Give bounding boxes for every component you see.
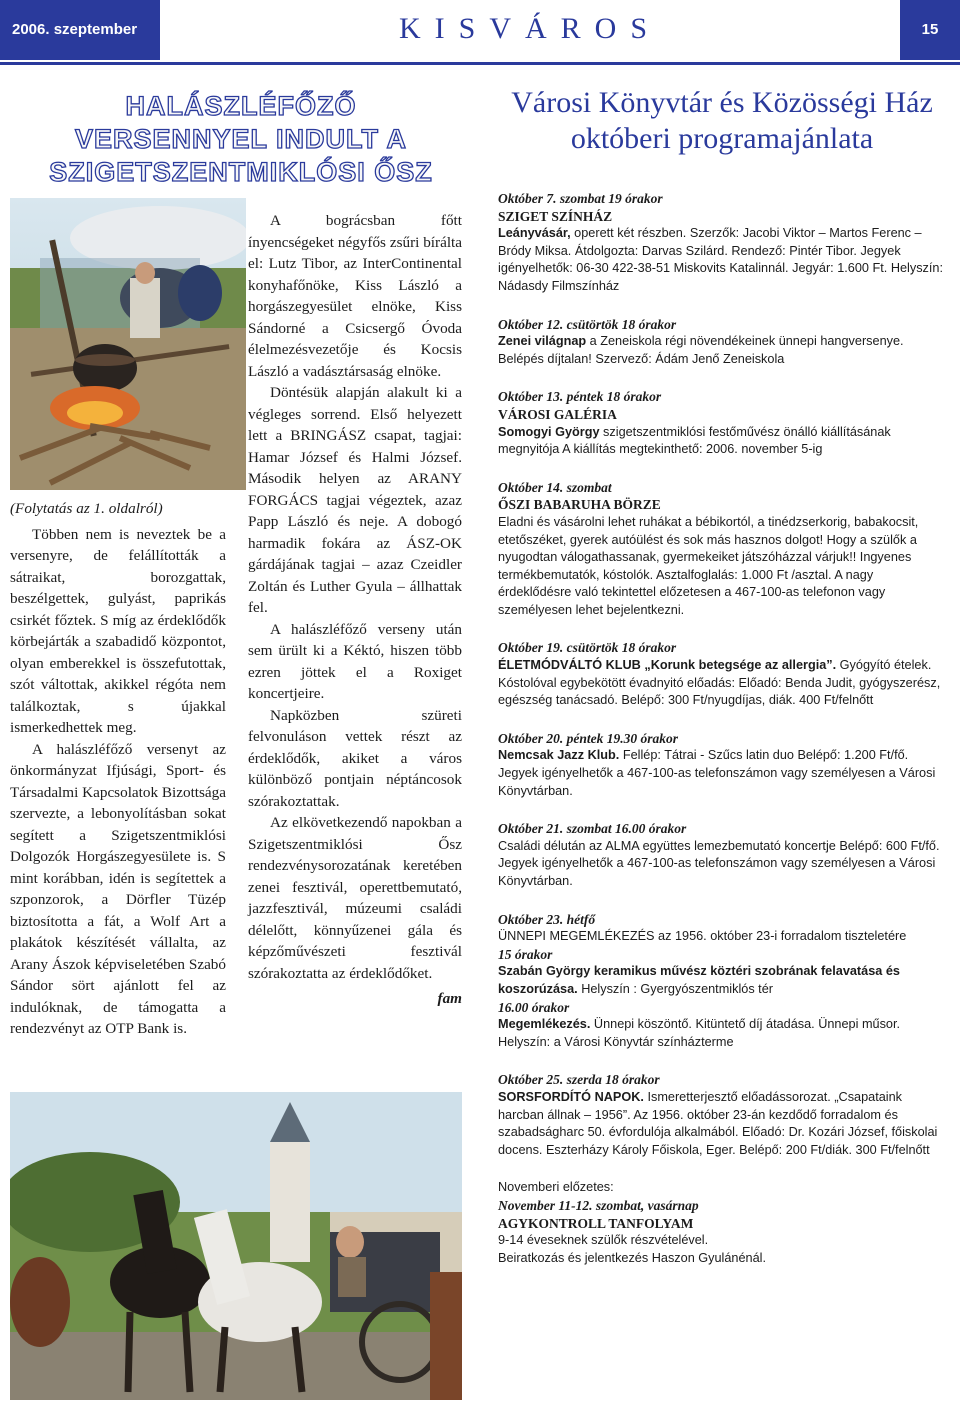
event-text: Fellép: Tátrai - Szűcs latin duo Belépő: 1.200 Ft/fő. Jegyek igényelhetők a 467-100-as telefonszámon vagy személyesen a Városi Könyvtárban.	[498, 748, 936, 798]
event-description	[498, 424, 946, 459]
event-date: Október 19. csütörtök 18 órakor	[498, 640, 677, 656]
event-date: Október 23. hétfő	[498, 911, 596, 927]
author-signature: fam	[437, 990, 462, 1007]
page-header	[0, 0, 960, 64]
preview-line: 9-14 éveseknek szülők részvételével.	[498, 1233, 709, 1248]
event-text: Helyszín : Gyergyószentmiklós tér	[577, 981, 773, 996]
cauldron-photo-drawing	[10, 198, 246, 490]
event-venue: SZIGET SZÍNHÁZ	[498, 208, 613, 224]
event-venue: ŐSZI BABARUHA BÖRZE	[498, 497, 661, 513]
event-text: Ismeretterjesztő előadássorozat. „Csapataink harcban állnak – 1956”. Az 1956. október 23-án kezdődő forradalom és szabadságharc 50. évfordulója alkalmából. Előadó: Dr. Kozári József, főiskolai docens. Eszterházy Károly Főiskola, Eger. Belépő: 200 Ft/diák. 300 Ft/felnőtt	[498, 1089, 938, 1157]
event-date: Október 21. szombat 16.00 órakor	[498, 821, 687, 837]
article-paragraph: Napközben szüreti felvonuláson vettek részt az érdeklődők, akiket a város különböző pontjain néptáncosok szórakoztattak.	[248, 706, 462, 810]
event-lead: Leányvásár,	[498, 226, 571, 241]
event-description: Eladni és vásárolni lehet ruhákat a bébikortól, a tinédzserkorig, babakocsit, etetőszéket, gyerek autóülést és sok más hasznos dolgot! Hogy a szülők a nyugodtan válogathassanak, gyermekeiket játszóházzal várjuk!! Ingyenes termékbemutatók, kóstolók. Asztalfoglalás: 1.000 Ft /asztal. A nagy érdeklődésre való tekintettel előzetesen a 467-100-as telefonon vagy személyesen lehet bejelentkezni.	[498, 514, 919, 617]
photo-fish-soup-cauldron	[10, 198, 246, 490]
event-text: operett két részben. Szerzők: Jacobi Viktor – Martos Ferenc – Bródy Miksa. Átdolgozta: Darvas Szilárd. Rendező: Pintér Tibor. Jegyek igényelhetők: 06-30 422-38-51 Miskovits Katalinnál. Jegyár: 1.600 Ft. Helyszín: Nádasdy Filmszínház	[498, 226, 944, 293]
preview-label: Novemberi előzetes:	[498, 1180, 614, 1195]
event-item	[498, 911, 946, 1052]
preview-line: Beiratkozás és jelentkezés Haszon Gyulánénál.	[498, 1250, 766, 1265]
event-lead: Zenei világnap	[498, 334, 587, 349]
event-date: Október 25. szerda 18 órakor	[498, 1072, 660, 1088]
event-text: a Zeneiskola régi növendékeinek ünnepi hangversenye. Belépés díjtalan! Szervező: Ádám Jenő Zeneiskola	[498, 334, 904, 366]
headline-line-2: VERSENNYEL INDULT A	[74, 124, 408, 154]
event-item	[498, 730, 946, 800]
event-description	[498, 747, 946, 800]
event-description: Családi délután az ALMA együttes lemezbemutató koncertje Belépő: 600 Ft/fő. Jegyek igényelhetők a 467-100-as telefonszámon vagy személyesen a Városi Könyvtárban.	[498, 838, 940, 888]
event-date: Október 12. csütörtök 18 órakor	[498, 316, 677, 332]
article-paragraph: A bográcsban főtt ínyencségeket négyfős zsűri bírálta el: Lutz Tibor, az InterContinental konyhafőnöke, Kiss László a horgászegyesület elnöke, Kiss Sándorné a Csicsergő Óvoda élelmezésvezetője és Kocsis László a vadásztársaság elnöke.	[248, 212, 462, 380]
article-paragraph: Többen nem is neveztek be a versenyre, de felállították a sátraikat, borozgattak, beszélgettek, gulyást, paprikás csirkét főztek. S míg az érdeklődők körbejárták a szabadidő központot, olyan emberekkel is összefutottak, szót váltottak, akikkel régóta nem találkoztak, s újakkal ismerkedhettek meg.	[10, 525, 226, 736]
header-title-area	[160, 0, 900, 60]
event-item	[498, 820, 946, 890]
event-item	[498, 1071, 946, 1159]
event-lead: Megemlékezés.	[498, 1017, 591, 1032]
event-item	[498, 190, 946, 296]
event-item	[498, 479, 946, 620]
event-time: 16.00 órakor	[498, 999, 570, 1015]
masthead-title: KISVÁROS	[398, 12, 662, 45]
horse-carriage-photo-drawing	[10, 1092, 462, 1400]
event-description	[498, 333, 946, 368]
november-preview	[498, 1179, 946, 1267]
library-program-title	[492, 85, 952, 157]
event-lead: ÉLETMÓDVÁLTÓ KLUB „Korunk betegsége az allergia”.	[498, 658, 837, 673]
event-description	[498, 963, 946, 998]
article-column-right	[248, 210, 462, 1010]
header-rule	[0, 62, 960, 65]
library-title-line-1: Városi Könyvtár és Közösségi Ház	[511, 86, 933, 119]
event-text: Gyógyító ételek. Kóstolóval egybekötött évadnyitó előadás: Előadó: Benda Judit, gyógyszerész, egészség tanácsadó. Belépő: 300 Ft/nyugdíjas, diák. 400 Ft/felnőtt	[498, 658, 941, 708]
event-lead: Somogyi György	[498, 424, 600, 439]
page-number: 15	[900, 0, 960, 60]
event-item	[498, 316, 946, 369]
event-lead: Nemcsak Jazz Klub.	[498, 748, 620, 763]
article-paragraph: A halászléfőző versenyt az önkormányzat Ifjúsági, Sport- és Társadalmi Kapcsolatok Bizottsága szervezte, a lebonyolításban sokat segített a Szigetszentmiklósi Dolgozók Horgászegyesülete is. S mint korábban, idén is segítettek a szponzorok, a Dörfler Tüzép biztosította a fát, a Wolf Art a plakátok készítését vállalta, az Arany Ászok képviseletében Szabó Sándor sört ajánlott fel az indulóknak, de támogatta a rendezvényt az OTP Bank is.	[10, 740, 226, 1037]
preview-title: AGYKONTROLL TANFOLYAM	[498, 1215, 694, 1231]
event-description	[498, 657, 946, 710]
event-date: Október 20. péntek 19.30 órakor	[498, 730, 678, 746]
event-date: Október 13. péntek 18 órakor	[498, 389, 662, 405]
event-text: Ünnepi köszöntő. Kitüntető díj átadása. Ünnepi műsor. Helyszín: a Városi Könyvtár színházterme	[498, 1017, 901, 1049]
article-paragraph: A halászléfőző verseny után sem ürült ki a Kéktó, hiszen több ezren jöttek el a Roxiget koncertjeire.	[248, 620, 462, 702]
headline-line-1: HALÁSZLÉFŐZŐ	[125, 91, 357, 121]
library-title-line-2: októberi programajánlata	[570, 122, 874, 155]
event-description	[498, 1016, 946, 1051]
event-text: szigetszentmiklósi festőművész önálló kiállításának megnyitója A kiállítás megtekinthető: 2006. november 5-ig	[498, 424, 891, 457]
event-description	[498, 225, 946, 295]
article-paragraph: Döntésük alapján alakult ki a végleges sorrend. Első helyezett lett a BRINGÁSZ csapat, tagjai: Hamar József és Halmi József. Második helyen az ARANY FORGÁCS tagjai végeztek, azaz Papp László és neje. A dobogó harmadik fokára az ÁSZ-OK gárdájának tagjai – azaz Czeidler Zoltán és Luther Gyula – állhattak fel.	[248, 384, 462, 616]
article-paragraph: Az elkövetkezendő napokban a Szigetszentmiklósi Ősz rendezvénysorozatának keretében zenei fesztivál, operettbemutató, jazzfesztivál, múzeumi családi délelőtt, könnyűzenei gála és képzőművészeti fesztivál szórakoztatta az érdeklődőket.	[248, 814, 462, 982]
photo-horse-carriage-parade	[10, 1092, 462, 1400]
event-description: ÜNNEPI MEGEMLÉKEZÉS az 1956. október 23-i forradalom tiszteletére	[498, 929, 907, 944]
library-program-list	[498, 190, 946, 1287]
event-date: Október 14. szombat	[498, 479, 612, 495]
event-lead: SORSFORDÍTÓ NAPOK.	[498, 1089, 644, 1104]
continued-note: (Folytatás az 1. oldalról)	[10, 500, 163, 517]
event-lead: Szabán György keramikus művész köztéri szobrának felavatása és koszorúzása.	[498, 964, 900, 996]
issue-date: 2006. szeptember	[0, 0, 160, 60]
article-headline	[10, 90, 472, 189]
headline-line-3: SZIGETSZENTMIKLÓSI ŐSZ	[49, 157, 433, 187]
article-column-left	[10, 498, 226, 1040]
preview-date: November 11-12. szombat, vasárnap	[498, 1197, 699, 1213]
event-item	[498, 639, 946, 709]
event-description	[498, 1089, 946, 1159]
event-date: Október 7. szombat 19 órakor	[498, 191, 663, 206]
event-time: 15 órakor	[498, 946, 553, 962]
event-item	[498, 388, 946, 458]
event-venue: VÁROSI GALÉRIA	[498, 406, 617, 422]
